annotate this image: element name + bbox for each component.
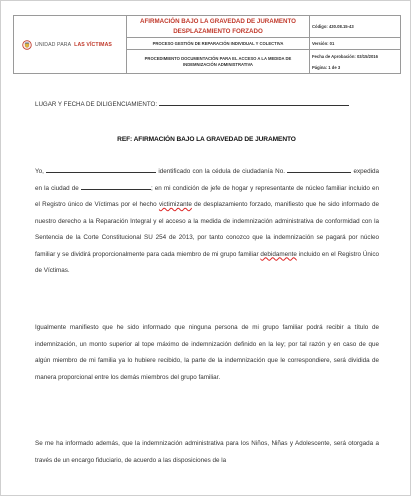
name-blank[interactable]	[46, 166, 156, 173]
declaration-text-a: ; en mi condición de jefe de hogar y representante de núcleo familiar incluido en el Registro único de Víctimas por el hecho	[35, 184, 380, 208]
logo-text-prefix: UNIDAD PARA	[35, 41, 72, 48]
paragraph-declaration	[35, 164, 379, 280]
procedure-cell	[127, 50, 310, 74]
lugar-fecha-field	[35, 99, 349, 108]
debidamente-word: debidamente	[260, 250, 297, 258]
cedula-label: identificado con la cédula de ciudadanía No.	[158, 168, 285, 175]
approval-date: Fecha de Aprobación: 03/15/2016	[312, 53, 378, 59]
process-name: PROCESO GESTIÓN DE REPARACIÓN INDIVIDUAL Y COLECTIVA	[152, 40, 284, 46]
code-cell: Código: 430.08.15-43	[310, 16, 401, 38]
logo-cell	[14, 16, 127, 74]
logo-text-highlight: LAS VÍCTIMAS	[74, 41, 112, 48]
paragraph-tope-maximo: Igualmente manifiesto que he sido informado que ninguna persona de mi grupo familiar podrá recibir a título de indemnización, un monto superior al tope máximo de indemnización definido en la ley; por tal razón y en caso de que algún miembro de mi familia ya lo hubiere recibido, la parte de la indemnización que le correspondiere, será dividida de manera proporcional entre los demás miembros del grupo familiar.	[35, 324, 379, 381]
procedure-name: PROCEDIMIENTO DOCUMENTACIÓN PARA EL ACCESO A LA MEDIDA DE INDEMNIZACIÓN ADMINISTRATIVA	[144, 55, 292, 67]
cedula-blank[interactable]	[287, 166, 351, 173]
approval-page-cell	[310, 50, 401, 74]
declaration-text-c: incluido en el Registro Único de Víctimas.	[35, 250, 379, 274]
document-subtitle: DESPLAZAMIENTO FORZADO	[173, 27, 263, 35]
declaration-text-b: de desplazamiento forzado, manifiesto que he sido informado de nuestro derecho a la Reparación Integral y el acceso a la medida de indemnización administrativa de conformidad con la Sentencia de la Corte Constitucional SU 254 de 2013, por tanto conozco que la indemnización se pagará por núcleo familiar y se dividirá proporcionalmente para cada miembro de mi grupo familiar	[35, 201, 380, 258]
yo-label: Yo,	[35, 168, 44, 175]
unidad-victimas-logo	[16, 40, 124, 50]
city-blank[interactable]	[81, 183, 151, 190]
page-number: Página: 1 de 3	[312, 64, 341, 70]
document-header-table	[13, 15, 401, 74]
title-cell	[127, 16, 310, 38]
process-cell	[127, 38, 310, 50]
document-title: AFIRMACIÓN BAJO LA GRAVEDAD DE JURAMENTO	[140, 17, 296, 25]
paragraph-nna: Se me ha informado además, que la indemnización administrativa para los Niños, Niñas y Adolescente, será otorgada a través de un encargo fiduciario, de acuerdo a las disposiciones de la	[35, 440, 379, 464]
coat-of-arms-icon	[22, 40, 32, 50]
expedida-label: expedida en la ciudad de	[35, 168, 380, 192]
version-cell: Versión: 01	[310, 38, 401, 50]
lugar-fecha-label: LUGAR Y FECHA DE DILIGENCIAMIENTO:	[35, 101, 158, 108]
reference-title: REF: AFIRMACIÓN BAJO LA GRAVEDAD DE JURAMENTO	[117, 136, 296, 143]
lugar-fecha-blank[interactable]	[159, 99, 349, 106]
victimizante-word: victimizante	[158, 201, 192, 208]
